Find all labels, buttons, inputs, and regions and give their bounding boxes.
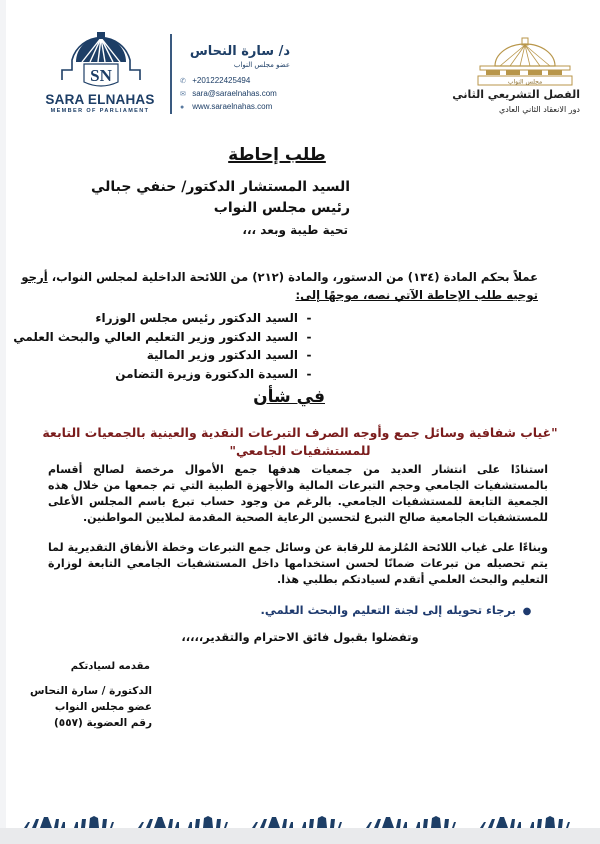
phone-icon: ✆	[180, 78, 186, 85]
addressee-item: -السيد الدكتور رئيس مجلس الوزراء	[95, 311, 312, 325]
parliament-logo-label: مجلس النواب	[507, 78, 543, 86]
regarding-heading: في شأن	[253, 387, 325, 407]
parliament-dome-logo-icon	[470, 36, 580, 86]
recipient-line-2: رئيس مجلس النواب	[213, 200, 350, 216]
document-title: طلب إحاطة	[228, 145, 326, 165]
bullet-icon: ●	[522, 606, 532, 617]
sara-elnahas-logo-icon	[42, 30, 160, 92]
session-label: دور الانعقاد الثاني العادي	[498, 105, 580, 114]
brand-name: SARA ELNAHAS	[45, 92, 155, 107]
subject-line-1: "غياب شفافية وسائل جمع وأوجه الصرف التبرعات النقدية والعينية بالجمعيات التابعة	[42, 425, 558, 440]
contact-website[interactable]	[180, 102, 300, 113]
phone-number: +201222425494	[192, 76, 251, 85]
email-address: sara@saraelnahas.com	[192, 89, 277, 98]
greeting: تحية طيبة وبعد ،،،	[242, 223, 348, 237]
addressee-item: -السيد الدكتور وزير المالية	[146, 348, 312, 362]
page-bottom-edge	[0, 828, 600, 844]
monogram-text: SN	[90, 66, 112, 85]
addressee-list	[13, 309, 320, 383]
contact-phone[interactable]	[180, 76, 300, 87]
signature-membership: رقم العضوية (٥٥٧)	[53, 717, 152, 729]
addressee-item: -السيد الدكتور وزير التعليم العالي والبحث العلمي	[13, 329, 312, 344]
body-paragraph-2: وبناءًا على غياب اللائحة المُلزمة للرقابة عن وسائل جمع التبرعات وخطة الأنفاق التقديرية لما يتم تحصيله من تبرعات ضمانًا لحسن استخدامها داخل المستشفيات الجامعي التابعة لوزارة التعليم والبحث العلمي أتقدم لسيادتكم بطلبي هذا.	[48, 541, 548, 586]
intro-directive: توجيه طلب الإحاطة الآتي نصه، موجهًا إلى:	[295, 288, 538, 302]
body-paragraph-1: استنادًا على انتشار العديد من جمعيات هدفها جمع الأموال مرخصة لصالح أقسام بالمستشفيات الجامعي وحجم التبرعات المالية والأجهزة الطبية التي تم جمعها من خلال هذه الجمعية التابعة للمستشفيات الجامعي. بالرغم من وجود حساب تبرع باسم المجلس الأعلى للمستشفيات الجامعية صالح التبرع لتحسين الرعاية الصحية المقدمة لملايين المواطنين.	[48, 463, 548, 524]
website-url: www.saraelnahas.com	[192, 102, 273, 111]
recipient-line-1: السيد المستشار الدكتور/ حنفي جبالي	[90, 179, 350, 195]
intro-paragraph	[21, 268, 538, 304]
subject-line-2: للمستشفيات الجامعي"	[229, 443, 371, 458]
globe-icon: ●	[180, 104, 185, 111]
card-title: عضو مجلس النواب	[233, 61, 290, 69]
signature-name: الدكتورة / سارة النحاس	[30, 685, 152, 697]
presented-by: مقدمه لسيادتكم	[70, 661, 150, 672]
intro-text: عملاً بحكم المادة (١٣٤) من الدستور، والمادة (٢١٢) من اللائحة الداخلية لمجلس النواب،	[47, 270, 538, 284]
email-icon: ✉	[180, 91, 186, 98]
header-divider	[170, 34, 172, 114]
card-name: د/ سارة النحاس	[189, 44, 290, 59]
signature-role: عضو مجلس النواب	[54, 701, 152, 713]
request-word: أرجو	[21, 270, 48, 284]
contact-email[interactable]	[180, 89, 300, 100]
addressee-item: -السيدة الدكتورة وزيرة التضامن	[115, 366, 312, 381]
subject	[40, 424, 560, 460]
referral-text: برجاء تحويله إلى لجنة التعليم والبحث العلمي.	[260, 603, 516, 617]
brand-subtitle: MEMBER OF PARLIAMENT	[50, 108, 150, 114]
closing-line: وتفضلوا بقبول فائق الاحترام والتقدير،،،،،	[181, 630, 419, 644]
referral-bullet	[68, 603, 538, 619]
legislative-term: الفصل التشريعي الثاني	[452, 88, 580, 101]
decorative-footer-pattern-icon	[20, 816, 590, 828]
